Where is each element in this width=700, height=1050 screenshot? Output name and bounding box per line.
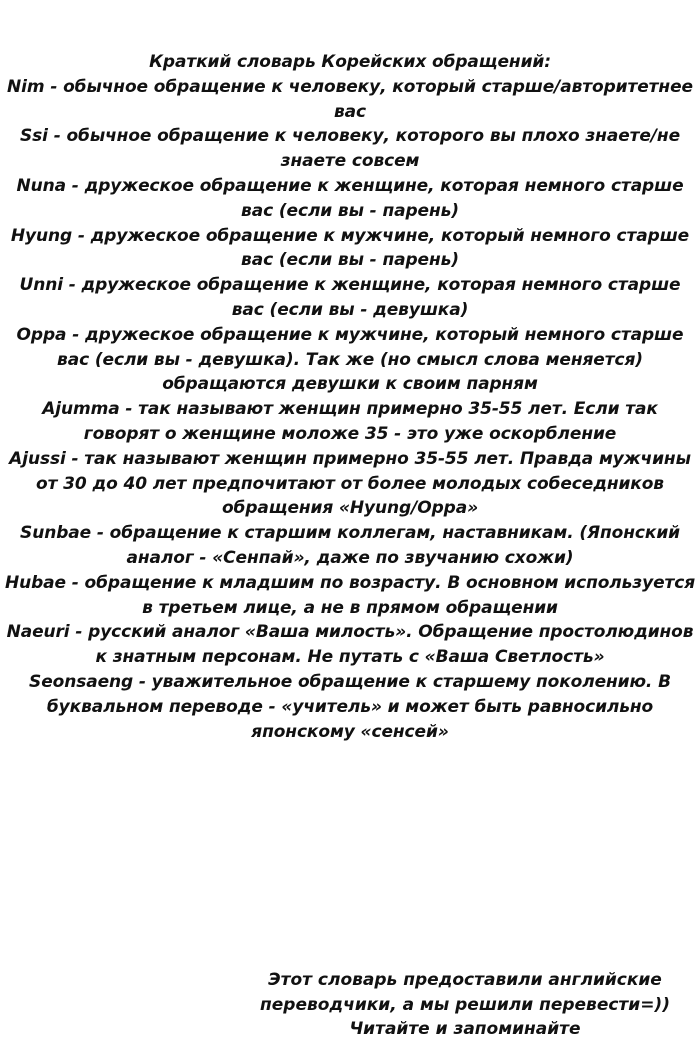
- glossary-entry-sunbae: Sunbae - обращение к старшим коллегам, наставникам. (Японский аналог - «Сенпай», даже по звучанию схожи): [20, 523, 680, 568]
- glossary-entry-ajumma: Ajumma - так называют женщин примерно 35-55 лет. Если так говорят о женщине моложе 35 - это уже оскорбление: [42, 399, 658, 444]
- glossary-entry-oppa: Oppa - дружеское обращение к мужчине, который немного старше вас (если вы - девушка). Так же (но смысл слова меняется) обращаются девушки к своим парням: [16, 324, 684, 395]
- glossary-entry-nuna: Nuna - дружеское обращение к женщине, которая немного старше вас (если вы - парень): [16, 175, 684, 221]
- korean-honorifics-glossary: [4, 50, 696, 744]
- glossary-entry-ajussi: Ajussi - так называют женщин примерно 35-55 лет. Правда мужчины от 30 до 40 лет предпочитают от более молодых собеседников обращения «Hyung/Oppa»: [9, 448, 691, 519]
- glossary-entry-unni: Unni - дружеское обращение к женщине, которая немного старше вас (если вы - девушка): [19, 275, 681, 320]
- translator-note-line-3: Читайте и запоминайте: [349, 1019, 581, 1039]
- glossary-title: Краткий словарь Корейских обращений:: [149, 52, 551, 72]
- glossary-entry-naeuri: Naeuri - русский аналог «Ваша милость». Обращение простолюдинов к знатным персонам. Не путать с «Ваша Светлость»: [6, 622, 694, 668]
- glossary-entry-seonsaeng: Seonsaeng - уважительное обращение к старшему поколению. В буквальном переводе - «учитель» и может быть равносильно японскому «сенсей»: [29, 671, 671, 742]
- translator-note-line-2: переводчики, а мы решили перевести=)): [260, 994, 670, 1015]
- glossary-entry-hyung: Hyung - дружеское обращение к мужчине, который немного старше вас (если вы - парень): [10, 225, 690, 271]
- translator-note: [230, 968, 700, 1042]
- translator-note-line-1: Этот словарь предоставили английские: [268, 970, 662, 990]
- glossary-entry-nim: Nim - обычное обращение к человеку, который старше/авторитетнее вас: [7, 76, 693, 122]
- glossary-entry-hubae: Hubae - обращение к младшим по возрасту. В основном используется в третьем лице, а не в прямом обращении: [4, 572, 696, 618]
- glossary-entry-ssi: Ssi - обычное обращение к человеку, которого вы плохо знаете/не знаете совсем: [20, 126, 680, 172]
